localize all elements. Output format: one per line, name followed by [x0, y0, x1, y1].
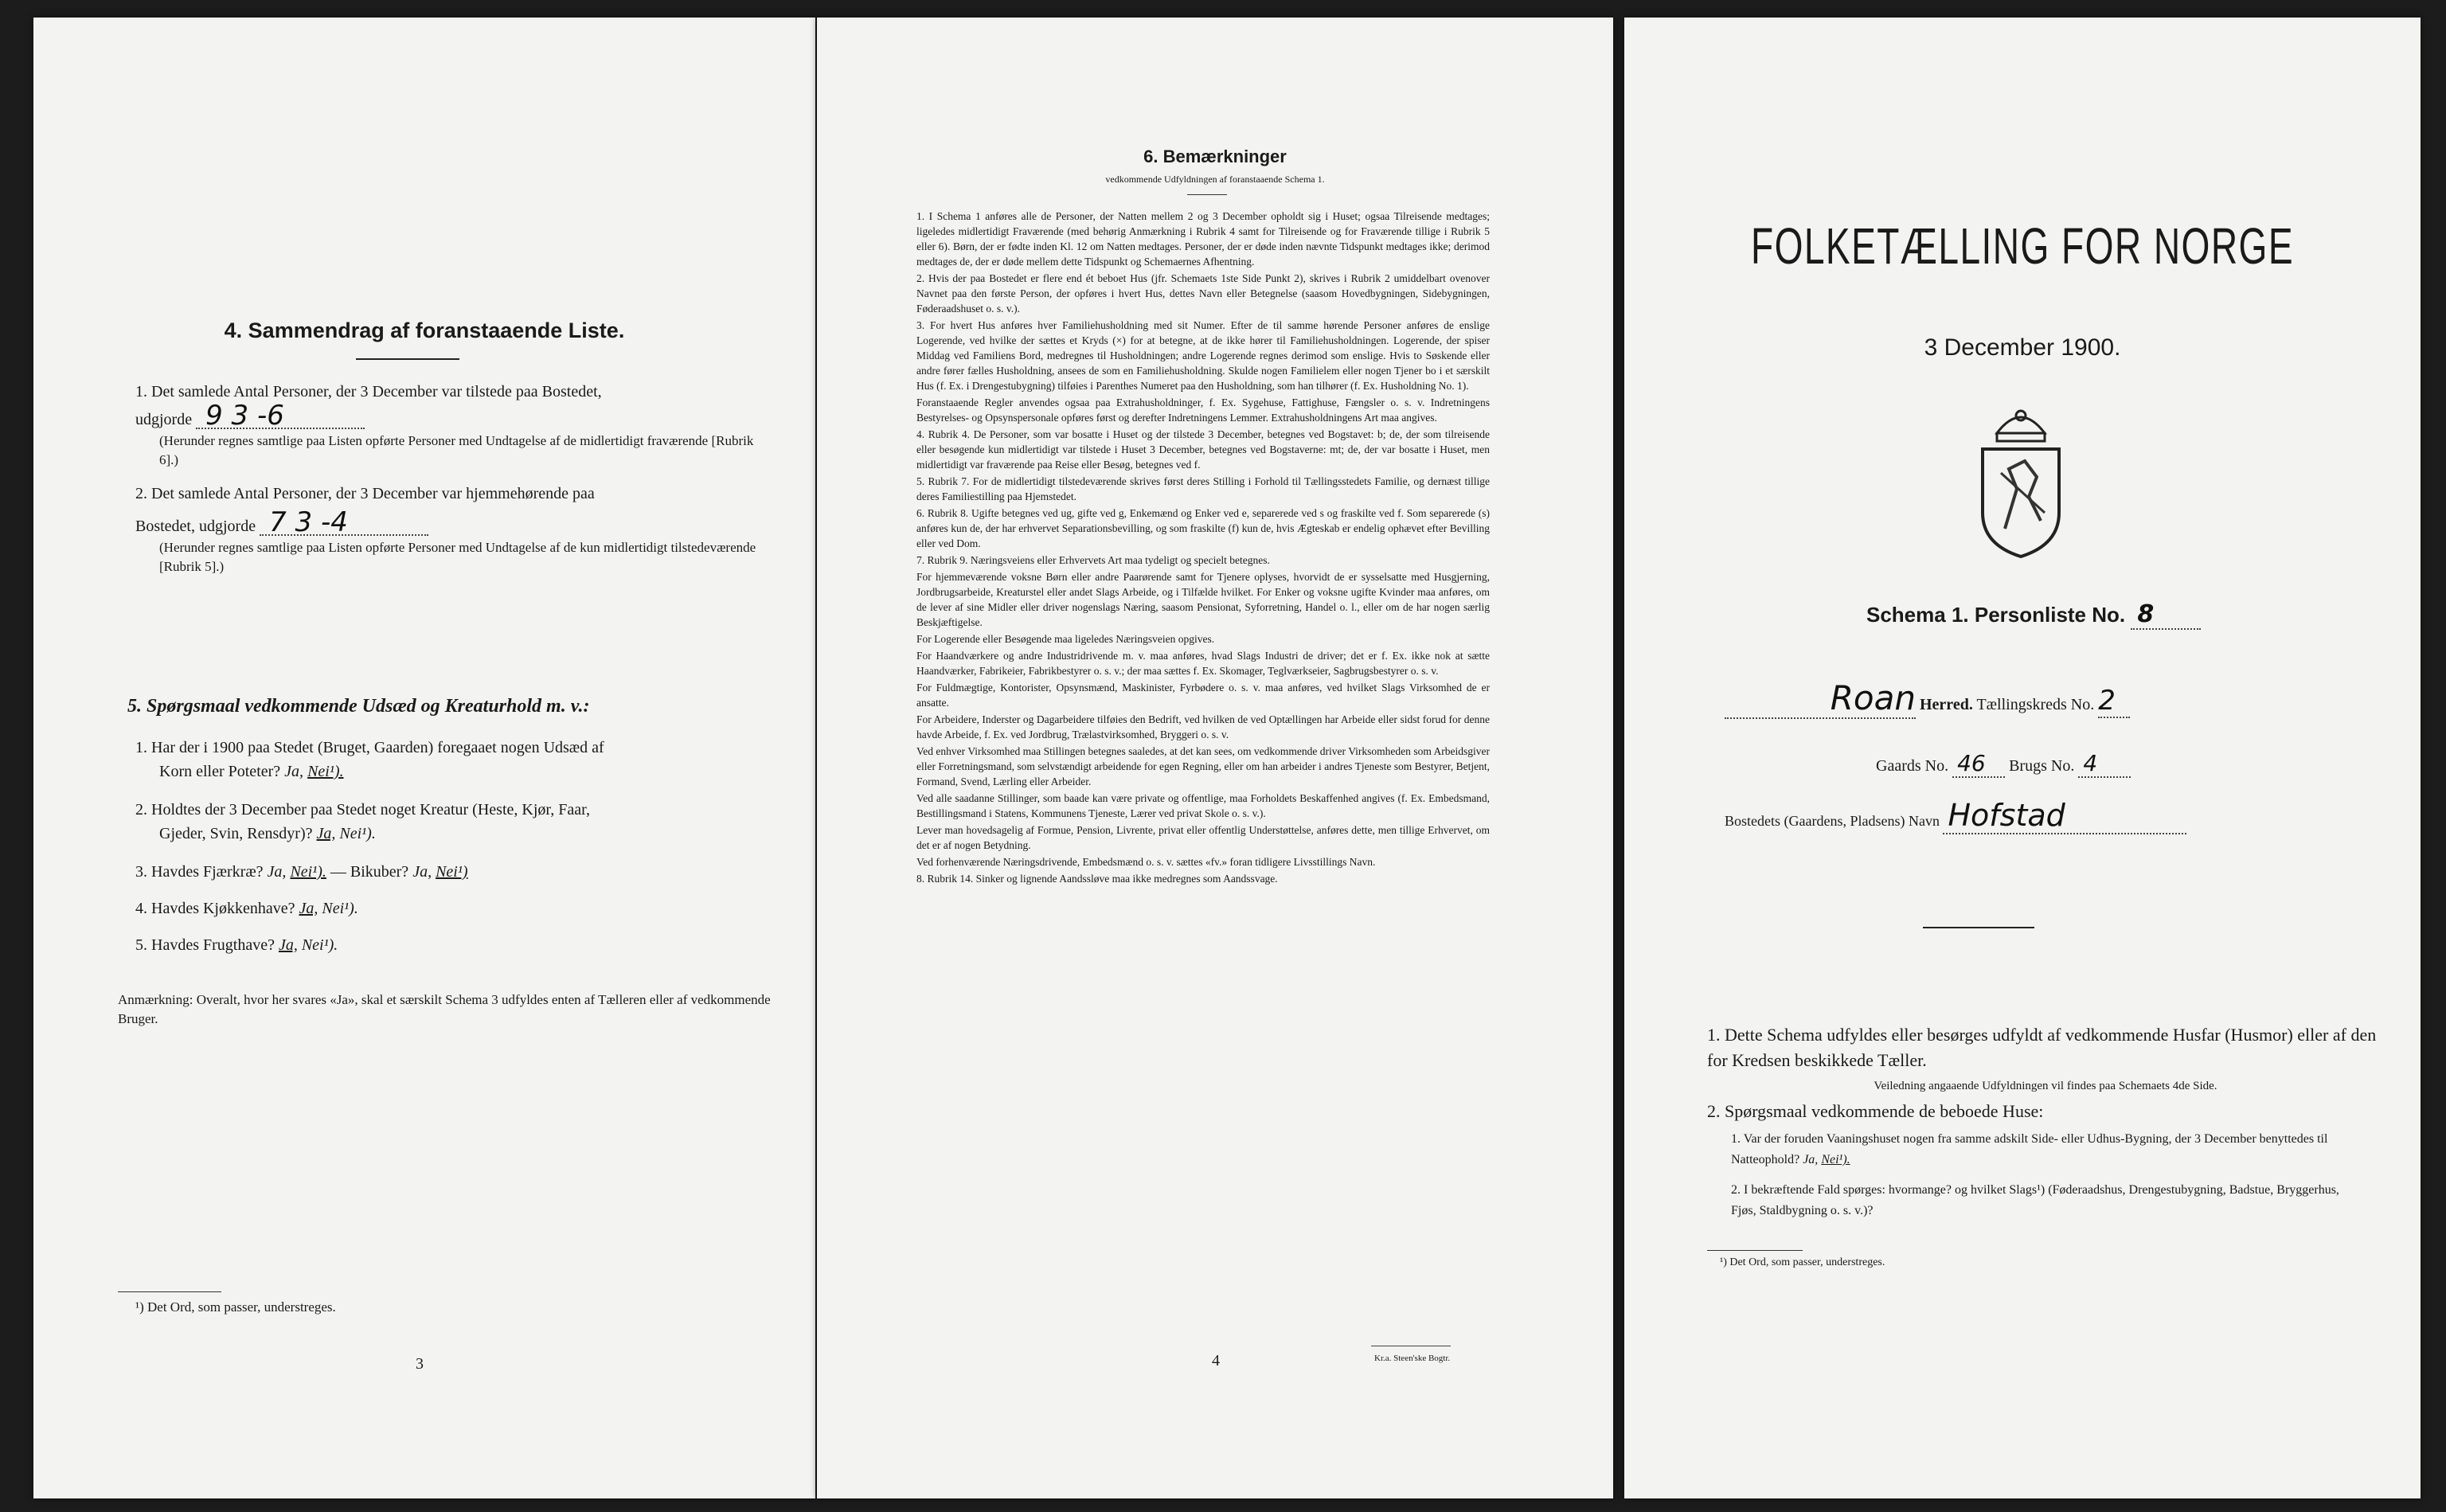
coat-of-arms-icon [1973, 401, 2069, 561]
item2-value: 7 3 -4 [260, 510, 428, 536]
question-3 [135, 860, 788, 884]
remark-rule: Ved alle saadanne Stillinger, som baade kan være private og offentlige, maa Forholdets Beskaffenhed angives (f. Ex. Embedsmand, Bestillingsmand i Statens, Kommunens Tjeneste, Lærer ved privat Skole o. s. v.). [916, 792, 1490, 819]
remark-rule: 6. Rubrik 8. Ugifte betegnes ved ug, gifte ved g, Enkemænd og Enker ved e, separerede ved s og fraskilte ved f. Som separerede (s) anføres kun de, der har erhvervet Separationsbevilling, og som fraskilte (f) kun de, hvis Ægteskab er endelig ophævet efter Bevilling eller ved Dom. [916, 507, 1490, 549]
gaard-value: 46 [1952, 750, 2005, 778]
instruction-2-1 [1731, 1129, 2352, 1170]
remark-rule: 8. Rubrik 14. Sinker og lignende Aandssløve maa ikke medregnes som Aandssvage. [916, 873, 1278, 885]
question-5 [135, 933, 788, 957]
page-number: 4 [1212, 1352, 1220, 1369]
krets-label: Tællingskreds No. [1976, 696, 2095, 713]
item2-note: (Herunder regnes samtlige paa Listen opførte Personer med Undtagelse af de kun midlertidigt tilstedeværende [Rubrik 5].) [159, 540, 756, 574]
ornament-rule [1923, 927, 2034, 928]
page-4 [817, 18, 1613, 1498]
q2-text: 2. Holdtes der 3 December paa Stedet noget Kreatur (Heste, Kjør, Faar, [135, 801, 590, 819]
page-3 [33, 18, 815, 1498]
remark-rule: For hjemmeværende voksne Børn eller andre Paarørende samt for Tjenere oplyses, hvorvidt de er sysselsatte med Husgjerning, Jordbrugsarbeide, Kreaturstel eller andet Slags Arbeide, og i Tilfælde hvilket. For Enker og voksne ugifte Kvinder maa anføres, om de lever af sine Midler eller driver nogenslags Næring, saasom Pensionat, Syforretning, Handel o. l., eller om de har nogen særlig Beskjæftigelse. [916, 571, 1490, 628]
item2-text: 2. Det samlede Antal Personer, der 3 December var hjemmehørende paa [135, 485, 595, 502]
instruction-2-1-text: 1. Var der foruden Vaaningshuset nogen fra samme adskilt Side- eller Udhus-Bygning, der 3 December benyttedes til Natteophold? [1731, 1132, 2328, 1166]
remark-rule: For Haandværkere og andre Industridrivende m. v. maa anføres, hvad Slags Industri de driver; det er f. Ex. ikke nok at sætte Haandværker, Fabrikeier, Fabrikbestyrer o. s. v.; der maa sættes f. Ex. Skomager, Teglværkseier, Sagbrugsbestyrer o. s. v. [916, 650, 1490, 677]
remarks-subtitle: vedkommende Udfyldningen af foranstaaende Schema 1. [1105, 174, 1325, 185]
question-4 [135, 897, 788, 920]
page-1 [1624, 18, 2421, 1498]
section5-title: 5. Spørgsmaal vedkommende Udsæd og Kreaturhold m. v.: [127, 696, 590, 717]
footnote-rule [118, 1291, 221, 1292]
q5-ja: Ja, [278, 936, 298, 954]
question-1 [135, 736, 788, 783]
q4-ja: Ja, [299, 900, 318, 917]
remark-rule: Ved forhenværende Næringsdrivende, Embedsmænd o. s. v. sættes «fv.» foran tidligere Livsstillings Navn. [916, 856, 1376, 868]
herred-row [1725, 678, 2393, 719]
census-date: 3 December 1900. [1924, 334, 2121, 361]
remark-rule: 7. Rubrik 9. Næringsveiens eller Erhvervets Art maa tydeligt og specielt betegnes. [916, 554, 1270, 566]
remark-rule: Ved enhver Virksomhed maa Stillingen betegnes saaledes, at det kan sees, om vedkommende driver Virksomheden som Arbeidsgiver eller Forretningsmand, som selvstændigt arbeidende for egen Regning, eller om han arbeider i andres Tjeneste som Bestyrer, Betjent, Formand, Svend, Lærling eller Arbeider. [916, 745, 1490, 787]
q4-nei: Nei¹). [322, 900, 358, 917]
title-rule [356, 358, 459, 360]
title-rule [1187, 194, 1227, 195]
q2-nei: Nei¹). [339, 825, 376, 842]
herred-label: Herred. [1920, 696, 1973, 713]
q5-nei: Nei¹). [301, 936, 338, 954]
q3-ja-b: Ja, [412, 863, 432, 881]
instructions [1707, 1022, 2384, 1221]
census-title: FOLKETÆLLING FOR NORGE [1750, 217, 2295, 275]
brug-value: 4 [2078, 750, 2131, 778]
q3-nei-b: Nei¹) [436, 863, 468, 881]
brug-label: Brugs No. [2009, 757, 2075, 775]
gaard-row [1876, 750, 2131, 778]
section4-title: 4. Sammendrag af foranstaaende Liste. [224, 318, 625, 342]
item1-note: (Herunder regnes samtlige paa Listen opførte Personer med Undtagelse af de midlertidigt fraværende [Rubrik 6].) [159, 433, 754, 467]
q3-text: 3. Havdes Fjærkræ? [135, 863, 264, 881]
herred-value: Roan [1830, 678, 1916, 717]
bosted-row [1725, 798, 2186, 834]
bosted-label: Bostedets (Gaardens, Pladsens) Navn [1725, 813, 1940, 829]
instruction-1-note: Veiledning angaaende Udfyldningen vil findes paa Schemaets 4de Side. [1874, 1080, 2217, 1092]
q1-text: 1. Har der i 1900 paa Stedet (Bruget, Gaarden) foregaaet nogen Udsæd af [135, 739, 604, 756]
gaard-label: Gaards No. [1876, 757, 1949, 775]
q3-nei: Nei¹). [290, 863, 326, 881]
remark-rule: Lever man hovedsagelig af Formue, Pension, Livrente, privat eller offentlig Understøttelse, anføres dette, men tillige Erhvervet, om det er af nogen Betydning. [916, 824, 1490, 851]
remark-rule: Foranstaaende Regler anvendes ogsaa paa Extrahusholdninger, f. Ex. Sygehuse, Fattighuse, Fængsler o. s. v. Indretningens Bestyrelses- og Opsynspersonale opføres først og derefter Indretningens Lemmer. Extrahusholdningens Art maa angives. [916, 397, 1490, 424]
item2-label: Bostedet, udgjorde [135, 518, 256, 535]
item1-label: udgjorde [135, 411, 193, 428]
instruction-2-1-nei: Nei¹). [1821, 1153, 1850, 1166]
footnote: ¹) Det Ord, som passer, understreges. [135, 1299, 336, 1315]
remark-rule: 2. Hvis der paa Bostedet er flere end ét beboet Hus (jfr. Schemaets 1ste Side Punkt 2), skrives i Rubrik 2 umiddelbart ovenover Navnet paa den første Person, der opføres i hvert Hus, dettes Navn eller Betegnelse (saasom Hovedbygningen, Sidebygningen, Føderaadshuset o. s. v.). [916, 272, 1490, 315]
q5-text: 5. Havdes Frugthave? [135, 936, 275, 954]
remark: Anmærkning: Overalt, hvor her svares «Ja», skal et særskilt Schema 3 udfyldes enten af Tælleren eller af vedkommende Bruger. [118, 992, 771, 1026]
summary-item-1 [135, 380, 788, 470]
remark-rule: 3. For hvert Hus anføres hver Familiehusholdning med sit Numer. Efter de til samme hørende Personer anføres de enslige Logerende, ved hvilke der sættes et Kryds (×) for at betegne, at de ikke hører til Familiehusholdningen. Logerende, der spiser Middag ved Familiens Bord, medregnes til Husholdningen; andre Logerende regnes derimod som enslige. Hvis to Søskende eller andre fører fælles Husholdning, ansees de som en Familiehusholdning. Skulde nogen Familielem eller nogen Tjener bo i et særskilt Hus (f. Ex. i Drengestubygning) tilføies i Parenthes Numeret paa den Husholdning, som han tilhører (f. Ex. Husholdning No. 1). [916, 319, 1490, 392]
q3-ja: Ja, [267, 863, 287, 881]
remarks-title: 6. Bemærkninger [1143, 147, 1287, 166]
remark-rule: For Arbeidere, Inderster og Dagarbeidere tilføies den Bedrift, ved hvilken de ved Optællingen har Arbeide eller sidst forud for denne havde Arbeide, f. Ex. ved Jordbrug, Trælastvirksomhed, Bryggeri o. s. v. [916, 713, 1490, 740]
q2-ja: Ja, [316, 825, 336, 842]
instruction-2-1-ja: Ja, [1803, 1153, 1819, 1166]
remark-rule: 1. I Schema 1 anføres alle de Personer, der Natten mellem 2 og 3 December opholdt sig i Huset; ogsaa Tilreisende medtages; ligeledes midlertidigt Fraværende (med behørig Anmærkning i Rubrik 4 samt for Tilreisende og for Fraværende tillige i Rubrik 5 eller 6). Børn, der er fødte inden Kl. 12 om Natten medtages. Personer, der er døde inden nævnte Tidspunkt medtages ikke; derimod medtages de, der er døde mellem dette Tidspunkt og Schemaernes Afhentning. [916, 210, 1490, 268]
instruction-2-2: 2. I bekræftende Fald spørges: hvormange? og hvilket Slags¹) (Føderaadshus, Drengestubygning, Badstue, Bryggerhus, Fjøs, Staldbygning o. s. v.)? [1731, 1183, 2339, 1217]
q2-text-b: Gjeder, Svin, Rensdyr)? [159, 825, 313, 842]
remark-rule: 4. Rubrik 4. De Personer, som var bosatte i Huset og der tilstede 3 December, betegnes ved Bogstavet: b; de, der som tilreisende eller besøgende kun midlertidigt var tilstede i Huset 3 December, betegnes ved Bogstaverne: mt; de, der var bosatte i Huset, men midlertidigt var fraværende paa Reise eller Besøg, betegnes ved f. [916, 428, 1490, 471]
bosted-value: Hofstad [1943, 798, 2186, 834]
item1-value: 9 3 -6 [196, 404, 365, 429]
remark-rule: For Fuldmægtige, Kontorister, Opsynsmænd, Maskinister, Fyrbødere o. s. v. maa anføres, ved hvilket Slags Virksomhed de er ansatte. [916, 682, 1490, 709]
q3-text-b: — Bikuber? [330, 863, 409, 881]
krets-value: 2 [2098, 685, 2130, 718]
q1-ja: Ja, [284, 763, 304, 780]
q4-text: 4. Havdes Kjøkkenhave? [135, 900, 295, 917]
footnote-rule [1707, 1250, 1803, 1251]
question-2 [135, 798, 788, 846]
footnote: ¹) Det Ord, som passer, understreges. [1720, 1256, 1885, 1268]
instruction-2: 2. Spørgsmaal vedkommende de beboede Huse: [1707, 1101, 2044, 1121]
remark-rule: For Logerende eller Besøgende maa ligeledes Næringsveien opgives. [916, 633, 1215, 645]
instruction-1: 1. Dette Schema udfyldes eller besørges udfyldt af vedkommende Husfar (Husmor) eller af den for Kredsen beskikkede Tæller. [1707, 1025, 2377, 1070]
remark-rule: 5. Rubrik 7. For de midlertidigt tilstedeværende skrives først deres Stilling i Forhold til Tællingsstedets Familie, og dernæst tillige deres Familiestilling paa Hjemstedet. [916, 475, 1490, 502]
schema-label: Schema 1. Personliste No. [1866, 603, 2126, 627]
page-number: 3 [416, 1355, 424, 1373]
rules-list [916, 209, 1490, 888]
schema-number: 8 [2131, 600, 2201, 630]
summary-item-2 [135, 482, 788, 576]
schema-row [1866, 600, 2201, 630]
item1-text: 1. Det samlede Antal Personer, der 3 December var tilstede paa Bostedet, [135, 383, 602, 400]
q1-nei: Nei¹). [307, 763, 344, 780]
printer: Kr.a. Steen'ske Bogtr. [1374, 1354, 1451, 1363]
q1-text-b: Korn eller Poteter? [159, 763, 281, 780]
